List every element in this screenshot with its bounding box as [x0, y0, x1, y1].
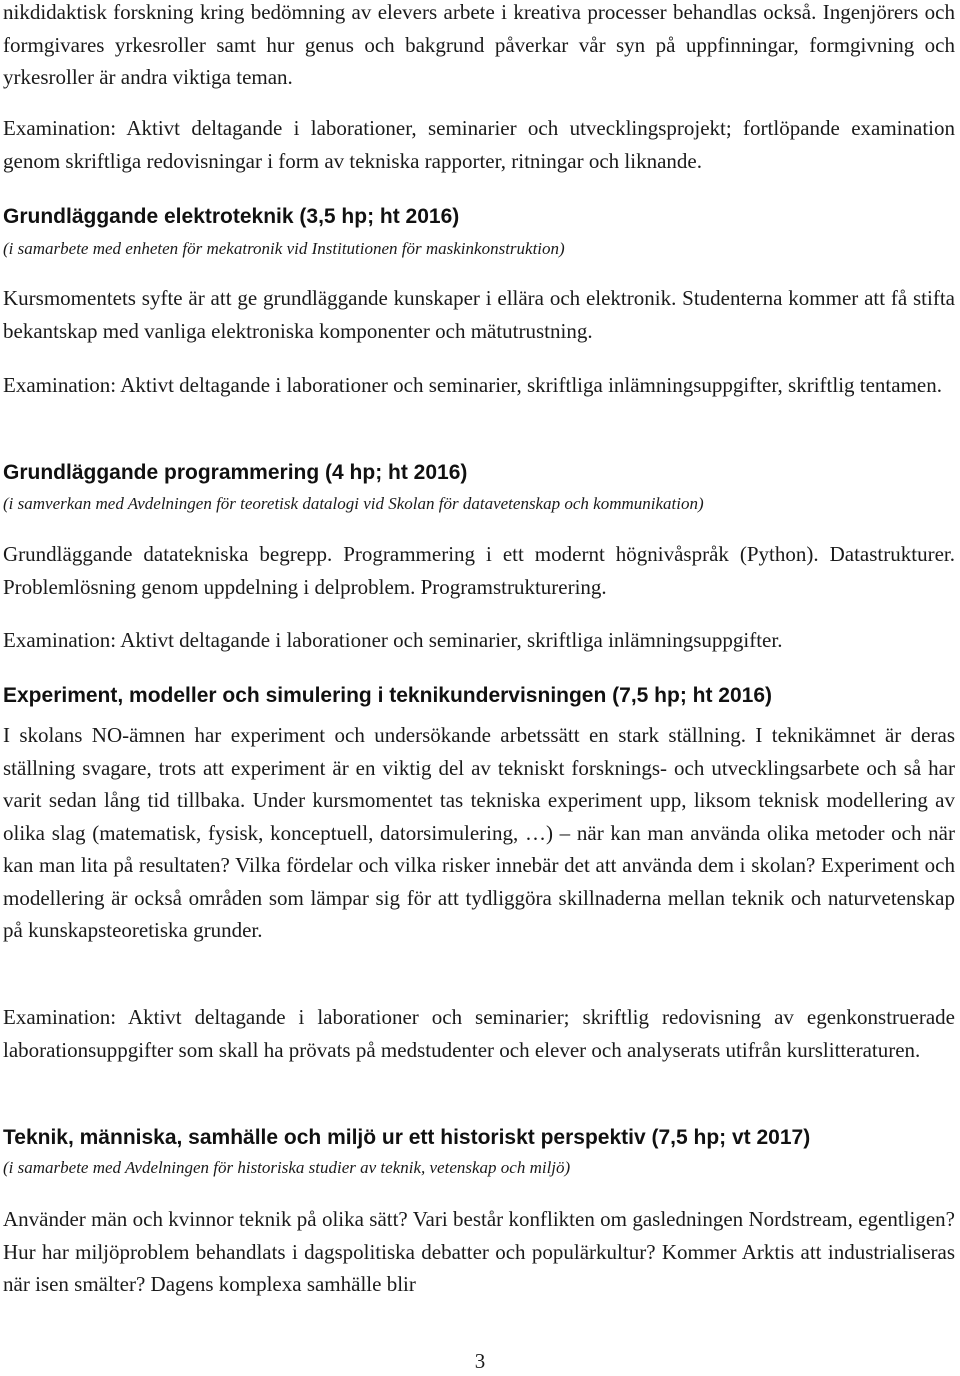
page-number: 3 [474, 1349, 486, 1373]
section-body-elektroteknik: Kursmomentets syfte är att ge grundläggande kunskaper i ellära och elektronik. Studenterna kommer att få stifta bekantskap med vanliga elektroniska komponenter och mätutrustning. [3, 286, 955, 343]
section-examination-programmering: Examination: Aktivt deltagande i laborationer och seminarier, skriftliga inlämningsuppgifter. [3, 628, 783, 652]
intro-paragraph: nikdidaktisk forskning kring bedömning av elevers arbete i kreativa processer behandlas också. Ingenjörers och formgivares yrkesroller samt hur genus och bakgrund påverkar vår syn på uppfinningar, formgivning och yrkesroller är andra viktiga teman. [3, 0, 955, 89]
section-body-programmering: Grundläggande datatekniska begrepp. Programmering i ett modernt högnivåspråk (Python). Datastrukturer. Problemlösning genom uppdelning i delproblem. Programstrukturering. [3, 542, 955, 599]
intro-examination: Examination: Aktivt deltagande i laborationer, seminarier och utvecklingsprojekt; fortlöpande examination genom skriftliga redovisningar i form av tekniska rapporter, ritningar och liknande. [3, 116, 955, 173]
section-note-programmering: (i samverkan med Avdelningen för teoretisk datalogi vid Skolan för datavetenskap och kommunikation) [3, 494, 704, 513]
section-note-historiskt-perspektiv: (i samarbete med Avdelningen för historiska studier av teknik, vetenskap och miljö) [3, 1158, 571, 1177]
section-title-elektroteknik: Grundläggande elektroteknik (3,5 hp; ht 2016) [3, 205, 460, 228]
section-title-experiment: Experiment, modeller och simulering i teknikundervisningen (7,5 hp; ht 2016) [3, 684, 773, 707]
section-examination-experiment: Examination: Aktivt deltagande i laborationer och seminarier; skriftlig redovisning av egenkonstruerade laborationsuppgifter som skall ha prövats på medstudenter och elever och analyserats utifrån kurslitteraturen. [3, 1005, 955, 1062]
section-title-programmering: Grundläggande programmering (4 hp; ht 2016) [3, 461, 468, 484]
section-examination-elektroteknik: Examination: Aktivt deltagande i laborationer och seminarier, skriftliga inlämningsuppgifter, skriftlig tentamen. [3, 373, 942, 397]
section-note-elektroteknik: (i samarbete med enheten för mekatronik vid Institutionen för maskinkonstruktion) [3, 239, 565, 258]
section-title-historiskt-perspektiv: Teknik, människa, samhälle och miljö ur ett historiskt perspektiv (7,5 hp; vt 2017) [3, 1126, 811, 1149]
section-body-historiskt-perspektiv: Använder män och kvinnor teknik på olika sätt? Vari består konflikten om gasledningen Nordstream, egentligen? Hur har miljöproblem behandlats i dagspolitiska debatter och populärkultur? Kommer Arktis att industrialiseras när isen smälter? Dagens komplexa samhälle blir [3, 1207, 955, 1296]
section-body-experiment: I skolans NO-ämnen har experiment och undersökande arbetssätt en stark ställning. I teknikämnet är deras ställning svagare, trots att experiment är en viktig del av tekniskt forsknings- och utvecklingsarbete och så har varit sedan lång tid tillbaka. Under kursmomentet tas tekniska experiment upp, liksom teknisk modellering av olika slag (matematisk, fysisk, konceptuell, datorsimulering, …) – när kan man använda olika metoder och när kan man lita på resultaten? Vilka fördelar och vilka risker innebär det att använda dem i skolan? Experiment och modellering är också områden som lämpar sig för att tydliggöra skillnaderna mellan teknik och naturvetenskap på kunskapsteoretiska grunder. [3, 723, 955, 942]
